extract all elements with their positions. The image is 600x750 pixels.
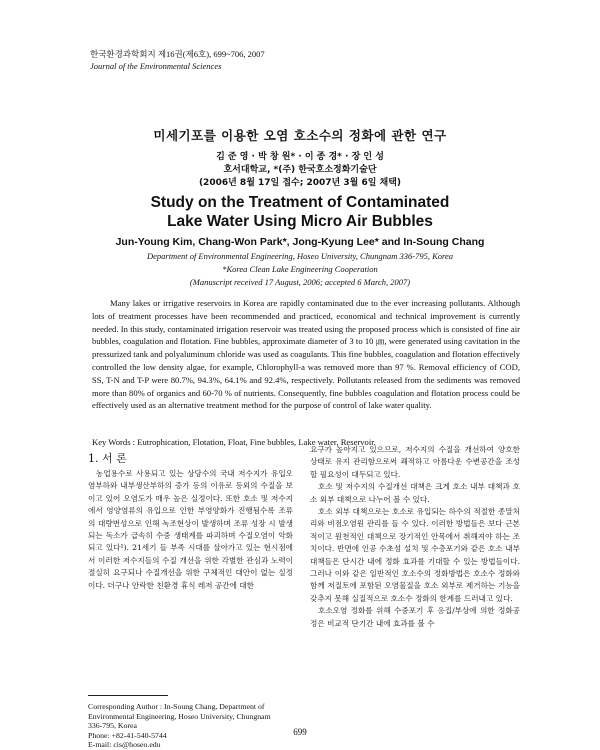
abstract: Many lakes or irrigative reservoirs in Korea are rapidly contaminated due to the ever increasing pollutants. Although lots of treatment processes have been recommended and practiced, economical and technical improvement is currently needed. In this study, contaminated irrigation reservoir was treated using the proposed process which is consisted of fine air bubbles, coagulation and flotation. Fine bubbles, approximate diameter of 3 to 10 ㎛, were generated using cavitation in the pressurized tank and polyaluminum chloride was used as coagulants. This fine bubbles, coagulation and flotation effectively controlled the low density algae, for example, Chlorophyll-a was removed more than 97 %. Removal efficiency of COD, SS, T-N and T-P were 80.7%, 94.3%, 64.1% and 92.4%, respectively. Pollutants released from the sediments was removed more than 80% of organics and 60-70 % of nutrients. Consequently, fine bubbles coagulation and flotation process could be effectively used as an alternative treatment method for the purpose of control of lake water quality. [92, 298, 520, 411]
english-affiliation-2: *Korea Clean Lake Engineering Cooperation [222, 264, 378, 274]
english-title-line1: Study on the Treatment of Contaminated [150, 194, 450, 211]
footnote-phone: Phone: +82-41-540-5744 [88, 730, 167, 740]
english-affiliations [0, 250, 600, 289]
keywords: Key Words : Eutrophication, Flotation, Float, Fine bubbles, Lake water, Reservoir. [92, 437, 376, 447]
footnote-line-3: 336-795, Korea [88, 721, 137, 731]
journal-citation-ko: 한국환경과학회지 제16권(제6호), 699~706, 2007 [90, 49, 265, 59]
intro-paragraph-continued: 요구가 높아지고 있으므로, 저수지의 수질을 개선하여 양호한 상태로 유지 관리함으로써 쾌적하고 아름다운 수변공간을 조성할 필요성이 대두되고 있다. [310, 445, 520, 479]
english-authors: Jun-Young Kim, Chang-Won Park*, Jong-Kyung Lee* and In-Soung Chang [115, 236, 485, 248]
korean-dates: (2006년 8월 17일 접수; 2007년 3월 6일 채택) [198, 178, 402, 188]
page-number: 699 [293, 727, 307, 737]
section-heading-introduction: 1. 서 론 [88, 452, 127, 465]
journal-header [90, 48, 265, 72]
english-affiliation-1: Department of Environmental Engineering, Hoseo University, Chungnam 336-795, Korea [146, 251, 454, 261]
footnote-email: E-mail: cis@hoseo.edu [88, 740, 161, 750]
footnote-line-1: Corresponding Author : In-Soung Chang, Department of [88, 702, 265, 711]
korean-affiliation: 호서대학교, *(주) 한국호소정화기술단 [223, 165, 377, 175]
corresponding-author-footnote [88, 702, 298, 750]
intro-paragraph-4: 호소오염 정화를 위해 수중포기 후 응집/부상에 의한 정화공정은 비교적 단기간 내에 효과를 볼 수 [310, 606, 520, 628]
intro-paragraph-2: 호소 및 저수지의 수질개선 대책은 크게 호소 내부 대책과 호소 외부 대책으로 나누어 볼 수 있다. [310, 482, 520, 504]
intro-paragraph-1: 농업용수로 사용되고 있는 상당수의 국내 저수지가 유입오염부하와 내부생산부하의 증가 등의 이유로 등외의 수질을 보이고 있어 오염도가 매우 높은 실정이다. 또한 호소 및 저수지에서 영양염류의 유입으로 인한 부영양화가 진행됨수록 조류의 대량번성으로 인해 녹조현상이 발생하며 조류 성장 시 발생되는 독소가 급속히 수중 생태계를 파괴하며 수질오염이 악화되고 있다¹). 21세기 들 부족 시대를 살아가고 있는 현시점에서 이러한 저수지들의 수질 개선을 위한 각별한 관심과 노력이 절실히 요구되나 수질개선을 위한 구체적인 대안이 없는 실정이다. 더구나 안락한 친환경 휴식 레저 공간에 대한 [88, 469, 293, 590]
korean-meta [0, 151, 600, 190]
korean-title: 미세기포를 이용한 오염 호소수의 정화에 관한 연구 [153, 128, 447, 143]
body-column-left [88, 468, 293, 592]
body-column-right [310, 444, 520, 630]
english-title [0, 193, 600, 231]
english-title-line2: Lake Water Using Micro Air Bubbles [167, 213, 433, 230]
korean-authors: 김 준 영 · 박 창 원* · 이 종 경* · 장 인 성 [216, 152, 384, 162]
intro-paragraph-3: 호소 외부 대책으로는 호소로 유입되는 하수의 적절한 종말처리와 비점오염원 관리를 들 수 있다. 이러한 방법들은 보다 근본적이고 원천적인 대책으로 장기적인 안목에서 취해져야 하는 조치이다. 반면에 인공 수초섬 설치 및 수층포기와 같은 호소 내부 대책들은 단시간 내에 정화 효과를 기대할 수 있는 방법들이다. 그러나 이와 같은 일반적인 호소수의 정화방법은 호소수 정화와 함께 저질토에 포함된 오염물질을 호소 외부로 제거하는 기능을 갖추지 못해 실질적으로 호소수 정화의 한계를 드러내고 있다. [310, 507, 520, 603]
journal-name-en: Journal of the Environmental Sciences [90, 61, 222, 71]
footnote-divider [88, 695, 168, 696]
english-dates: (Manuscript received 17 August, 2006; accepted 6 March, 2007) [189, 277, 411, 287]
footnote-line-2: Environmental Engineering, Hoseo University, Chungnam [88, 711, 271, 721]
